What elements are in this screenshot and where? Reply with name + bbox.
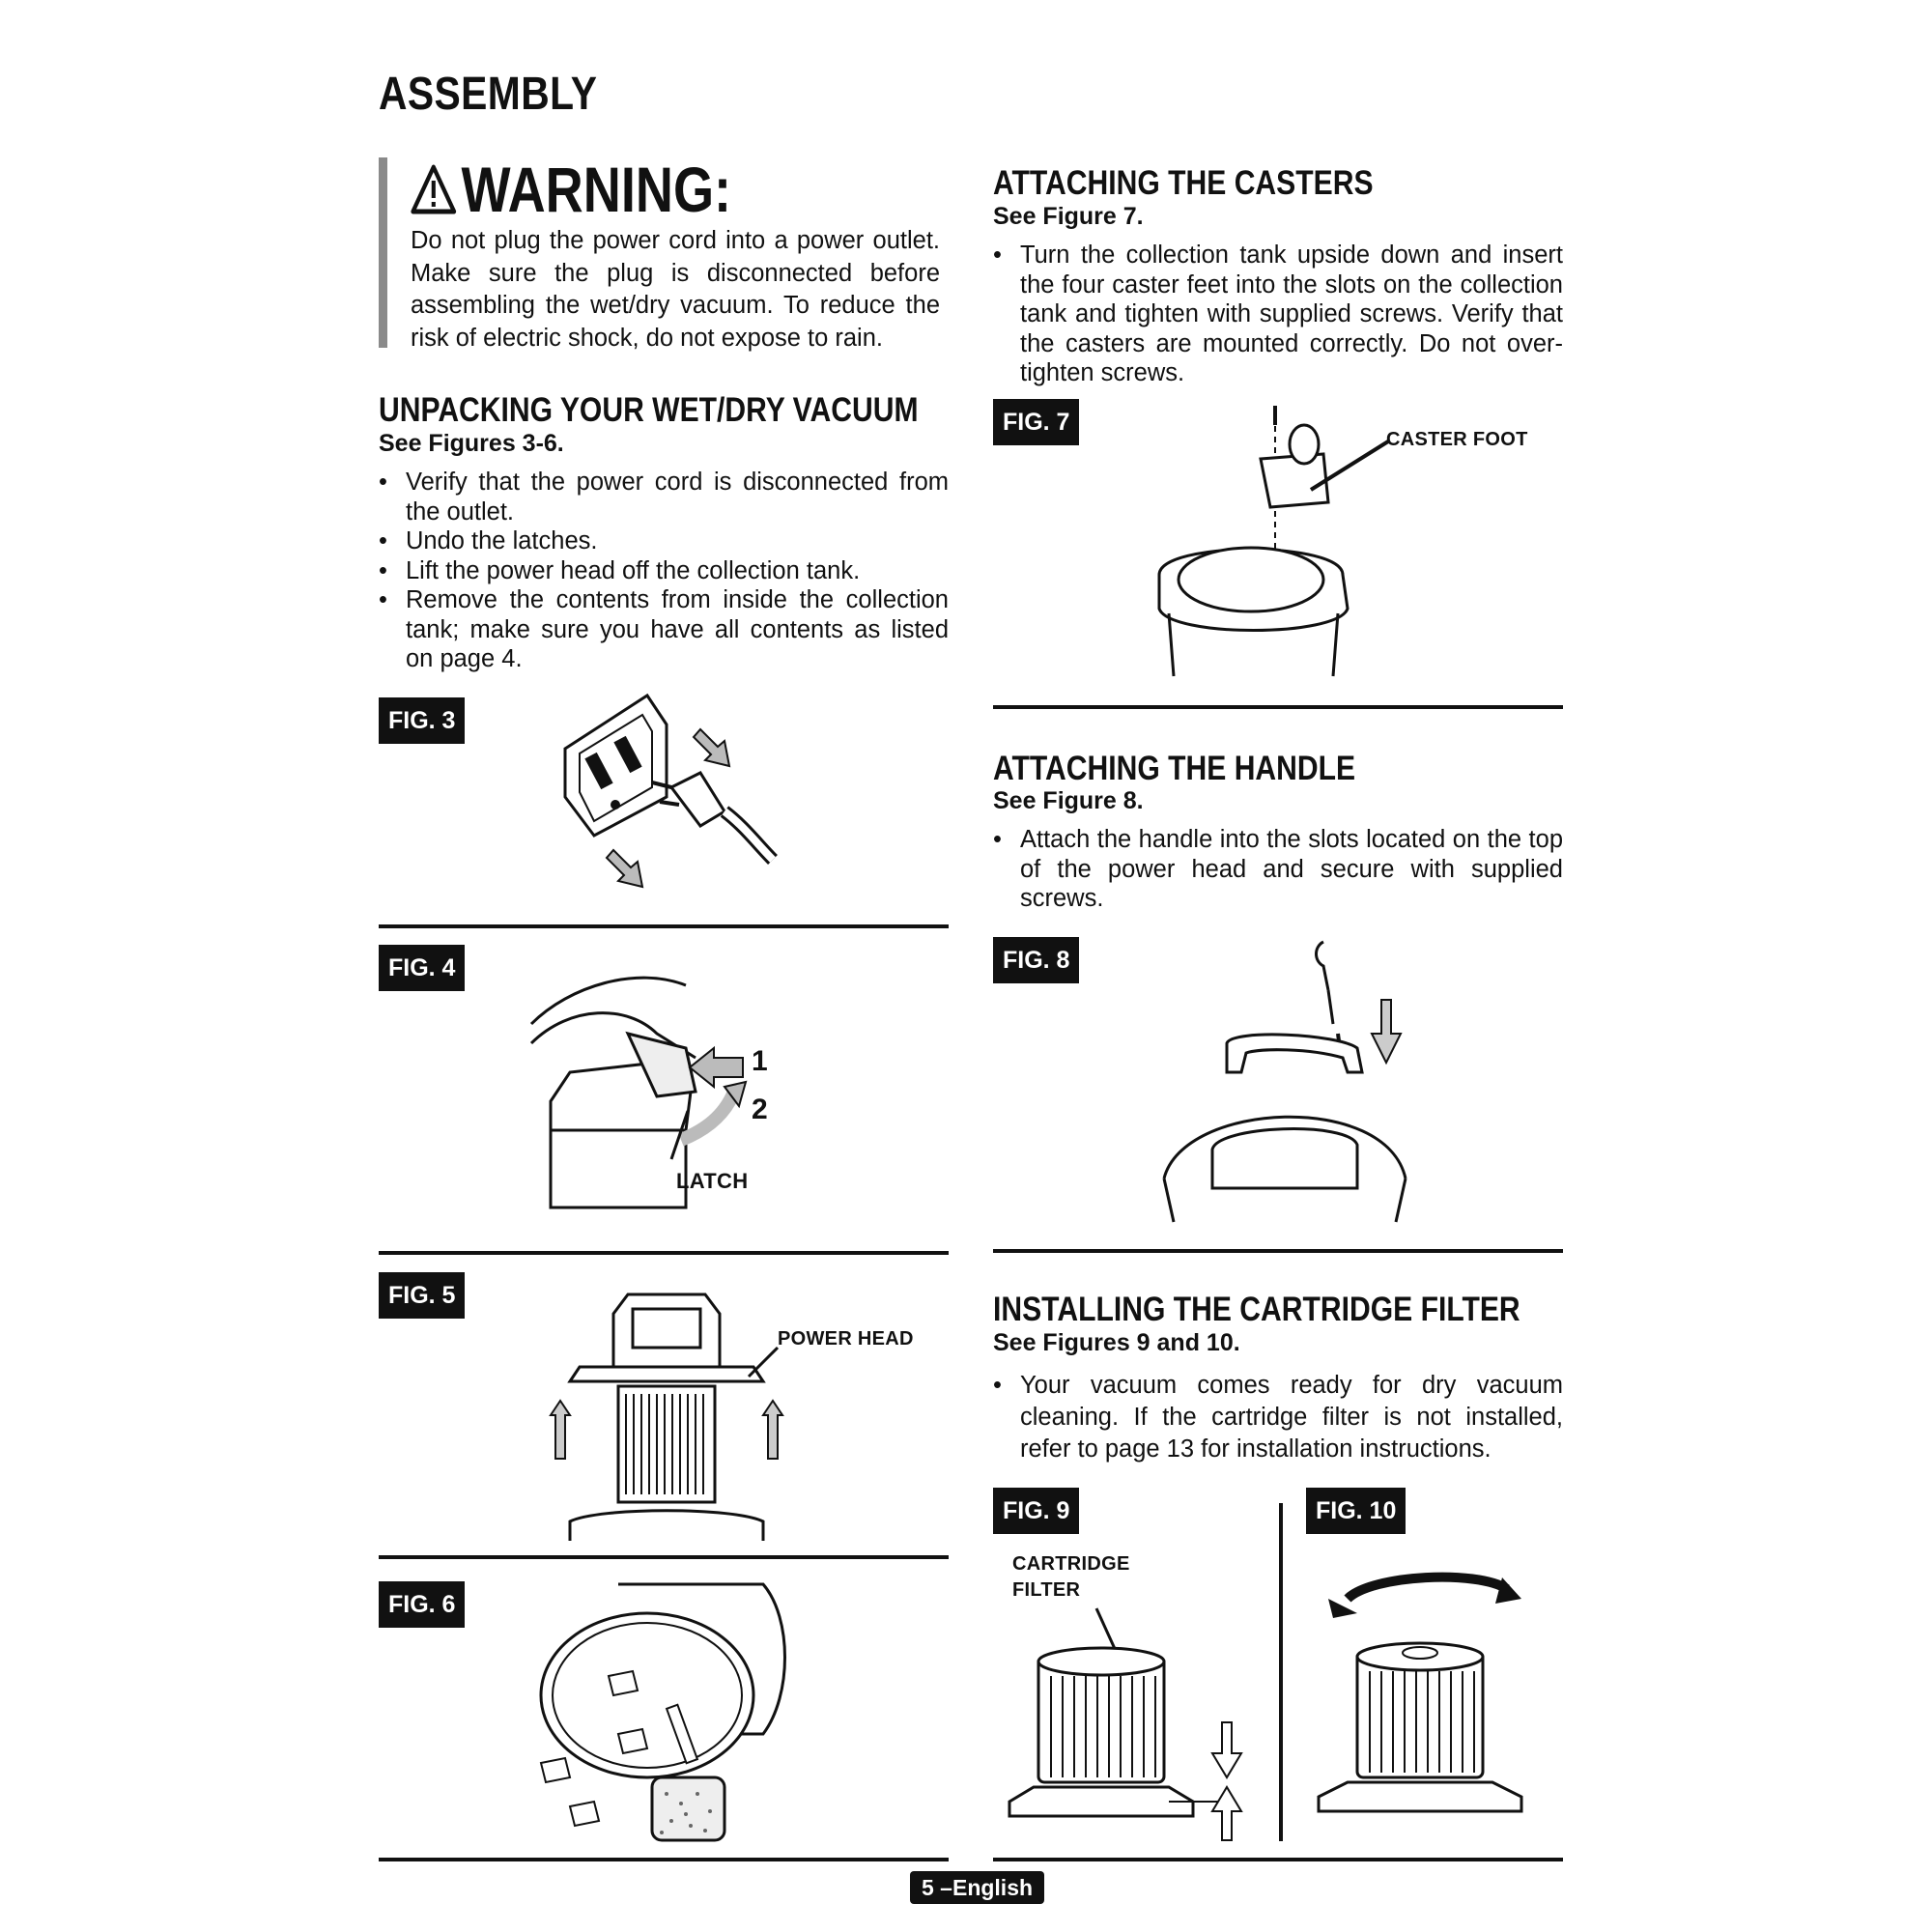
handle-attach-illustration (1145, 937, 1435, 1227)
fig3-label: FIG. 3 (379, 697, 465, 744)
fig5-label: FIG. 5 (379, 1272, 465, 1319)
unpacking-heading: UNPACKING YOUR WET/DRY VACUUM (379, 391, 919, 429)
divider (379, 924, 949, 928)
list-item: • Turn the collection tank upside down and insert the four caster feet into the slots on the collection tank and tighten with supplied screws. Verify that the casters are mounted correctly. Do not over-tighten screws. (993, 241, 1563, 388)
list-item: • Attach the handle into the slots located on the top of the power head and secure with supplied screws. (993, 825, 1563, 914)
warning-label: WARNING: (461, 154, 732, 225)
divider (379, 1555, 949, 1559)
cartridge-filter-callout-line1: CARTRIDGE (1012, 1553, 1130, 1575)
fig7-label: FIG. 7 (993, 399, 1079, 445)
fig8-label: FIG. 8 (993, 937, 1079, 983)
list-item: • Lift the power head off the collection tank. (379, 556, 949, 586)
caster-foot-callout: CASTER FOOT (1386, 429, 1528, 450)
warning-heading (411, 153, 731, 226)
fig9-label: FIG. 9 (993, 1488, 1079, 1534)
warning-text: Do not plug the power cord into a power outlet. Make sure the plug is disconnected before assembling the wet/dry vacuum. To reduce the risk of electric shock, do not expose to rain. (411, 227, 940, 352)
outlet-plug-illustration (555, 691, 787, 903)
divider (993, 705, 1563, 709)
warning-bar (379, 157, 387, 348)
latch-callout: LATCH (676, 1169, 749, 1193)
casters-heading: ATTACHING THE CASTERS (993, 164, 1374, 202)
list-item: • Undo the latches. (379, 526, 949, 556)
cartridge-heading: INSTALLING THE CARTRIDGE FILTER (993, 1291, 1520, 1328)
fig4-label: FIG. 4 (379, 945, 465, 991)
divider (379, 1858, 949, 1861)
divider (993, 1858, 1563, 1861)
list-item: • Verify that the power cord is disconnected from the outlet. (379, 468, 949, 526)
figure-divider (1279, 1503, 1283, 1841)
fig6-label: FIG. 6 (379, 1581, 465, 1628)
fig10-label: FIG. 10 (1306, 1488, 1406, 1534)
list-item: • Your vacuum comes ready for dry vacuum cleaning. If the cartridge filter is not installed, refer to page 13 for installation instructions. (993, 1370, 1563, 1465)
cartridge-list (993, 1370, 1563, 1465)
cartridge-see: See Figures 9 and 10. (993, 1329, 1240, 1356)
divider (379, 1251, 949, 1255)
page-title: ASSEMBLY (379, 69, 598, 120)
unpacking-see: See Figures 3-6. (379, 430, 564, 457)
power-head-leader-line (744, 1343, 782, 1381)
rotate-filter-illustration (1314, 1570, 1546, 1821)
cartridge-filter-callout-line2: FILTER (1012, 1579, 1081, 1601)
tank-contents-illustration (522, 1579, 802, 1850)
handle-see: See Figure 8. (993, 787, 1144, 814)
power-head-callout: POWER HEAD (778, 1328, 914, 1350)
handle-heading: ATTACHING THE HANDLE (993, 750, 1356, 787)
casters-see: See Figure 7. (993, 203, 1144, 230)
list-item: • Remove the contents from inside the collection tank; make sure you have all contents as listed on page 4. (379, 585, 949, 674)
casters-list (993, 241, 1563, 388)
step-1-callout: 1 (752, 1045, 768, 1077)
power-head-lift-illustration (551, 1290, 782, 1541)
divider (993, 1249, 1563, 1253)
handle-list (993, 825, 1563, 914)
step-2-callout: 2 (752, 1094, 768, 1125)
warning-triangle-icon (411, 164, 457, 214)
cartridge-filter-illustration (1005, 1608, 1256, 1840)
unpacking-list (379, 468, 949, 674)
page-number: 5 –English (910, 1871, 1044, 1904)
caster-foot-leader-line (1309, 440, 1391, 493)
